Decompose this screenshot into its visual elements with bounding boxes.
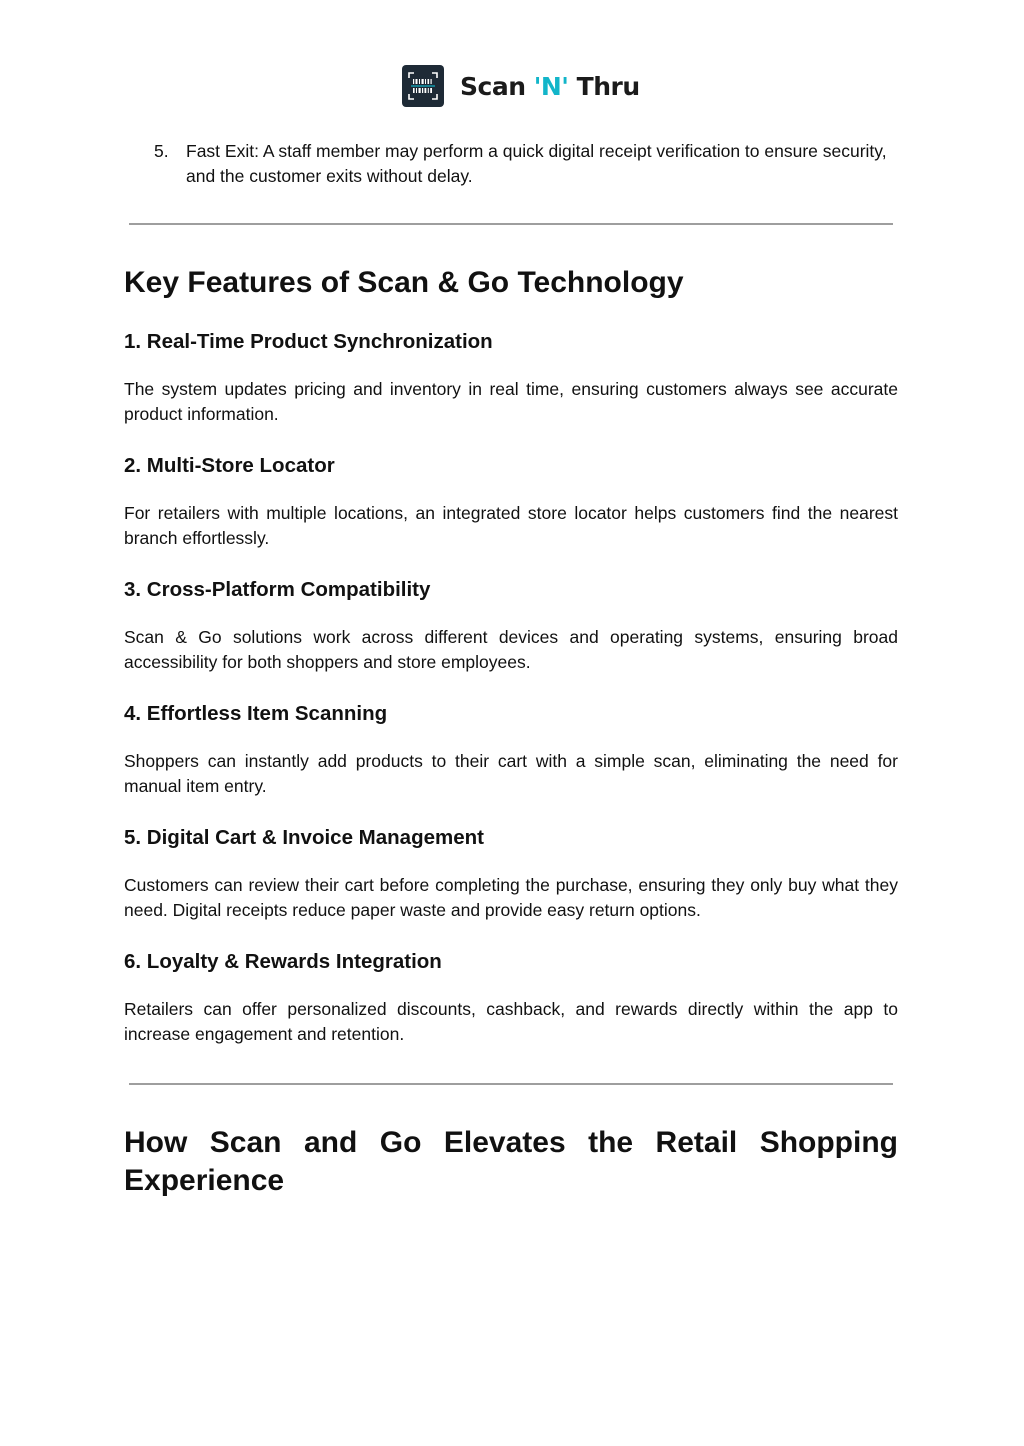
feature-title-5: 5. Digital Cart & Invoice Management <box>124 826 484 849</box>
brand-name-part1: Scan <box>460 71 534 101</box>
section-divider-1 <box>129 223 893 225</box>
feature-body-6: Retailers can offer personalized discounts, cashback, and rewards directly within the app to increase engagement and retention. <box>124 999 898 1044</box>
feature-body-2: For retailers with multiple locations, an integrated store locator helps customers find the nearest branch effortlessly. <box>124 503 898 548</box>
feature-body-5: Customers can review their cart before completing the purchase, ensuring they only buy what they need. Digital receipts reduce paper waste and provide easy return options. <box>124 875 898 920</box>
feature-title-2: 2. Multi-Store Locator <box>124 454 335 477</box>
brand-logo <box>402 64 640 108</box>
feature-title-1: 1. Real-Time Product Synchronization <box>124 330 493 353</box>
feature-body-4: Shoppers can instantly add products to their cart with a simple scan, eliminating the need for manual item entry. <box>124 751 898 796</box>
list-item-number: 5. <box>154 141 169 161</box>
list-item-text: Fast Exit: A staff member may perform a quick digital receipt verification to ensure security, and the customer exits without delay. <box>186 141 887 186</box>
list-item-fast-exit <box>154 139 894 189</box>
section-heading-elevates: How Scan and Go Elevates the Retail Shopping Experience <box>124 1126 898 1197</box>
section-heading-key-features: Key Features of Scan & Go Technology <box>124 266 684 299</box>
brand-name-accent: 'N' <box>533 71 569 101</box>
barcode-scan-icon <box>402 65 444 107</box>
feature-body-3: Scan & Go solutions work across different devices and operating systems, ensuring broad accessibility for both shoppers and store employees. <box>124 627 898 672</box>
feature-title-6: 6. Loyalty & Rewards Integration <box>124 950 442 973</box>
section-divider-2 <box>129 1083 893 1085</box>
brand-name <box>460 72 640 101</box>
brand-name-part2: Thru <box>568 71 640 101</box>
feature-body-1: The system updates pricing and inventory in real time, ensuring customers always see accurate product information. <box>124 379 898 424</box>
feature-title-4: 4. Effortless Item Scanning <box>124 702 388 725</box>
feature-title-3: 3. Cross-Platform Compatibility <box>124 578 431 601</box>
